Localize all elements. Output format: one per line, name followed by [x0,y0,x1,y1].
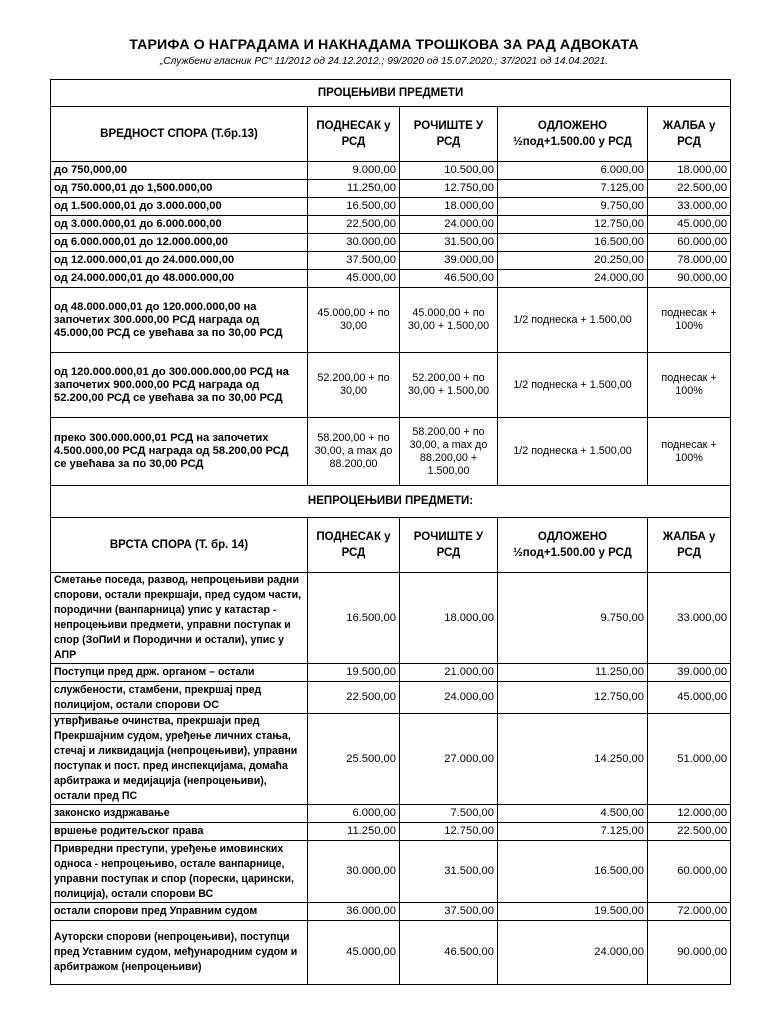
row-value: 52.200,00 + по 30,00 + 1.500,00 [400,353,498,418]
column-header: ВРЕДНОСТ СПОРА (Т.бр.13) [51,107,308,162]
row-label: Привредни преступи, уређење имовинских односа - непроцењиво, остале ванпарнице, управни поступак и спор (порески, царински, полиција), остали спорови ВС [51,841,308,903]
row-value: 45.000,00 + по 30,00 + 1.500,00 [400,288,498,353]
row-value: 60.000,00 [648,234,731,252]
column-header: ПОДНЕСАК у РСД [308,518,400,573]
table-row [51,921,731,985]
row-label: од 48.000.000,01 до 120.000.000,00 на започетих 300.000,00 РСД награда од 45.000,00 РСД се увећава за по 30,00 РСД [51,288,308,353]
row-value: 58.200,00 + по 30,00, а max до 88.200,00 + 1.500,00 [400,418,498,486]
row-value: поднесак + 100% [648,418,731,486]
row-value: 60.000,00 [648,841,731,903]
row-label: од 1.500.000,01 до 3.000.000,00 [51,198,308,216]
section-procenjivi [51,80,731,107]
row-value: 16.500,00 [308,573,400,664]
row-value: 22.500,00 [648,823,731,841]
table-row [51,353,731,418]
row-label: од 750.000,01 до 1,500.000,00 [51,180,308,198]
row-label: од 120.000.000,01 до 300.000.000,00 РСД на започетих 900.000,00 РСД награда од 52.200,00 РСД се увећава за по 30,00 РСД [51,353,308,418]
page-subtitle: „Службени гласник РС“ 11/2012 од 24.12.2012.; 99/2020 од 15.07.2020.; 37/2021 од 14.04.2021. [159,56,609,67]
row-value: 24.000,00 [400,682,498,714]
row-value: 6.000,00 [498,162,648,180]
row-label: остали спорови пред Управним судом [51,903,308,921]
row-value: 33.000,00 [648,198,731,216]
row-value: 9.000,00 [308,162,400,180]
row-label: од 24.000.000,01 до 48.000.000,00 [51,270,308,288]
table-row [51,714,731,805]
table-row [51,198,731,216]
row-value: 45.000,00 [648,682,731,714]
row-value: 11.250,00 [498,664,648,682]
row-value: 25.500,00 [308,714,400,805]
row-value: 4.500,00 [498,805,648,823]
row-label: Поступци пред држ. органом – остали [51,664,308,682]
row-value: 30.000,00 [308,841,400,903]
row-value: 46.500,00 [400,270,498,288]
row-value: 12.750,00 [498,216,648,234]
table-row [51,903,731,921]
row-value: 52.200,00 + по 30,00 [308,353,400,418]
row-value: 9.750,00 [498,573,648,664]
row-label: од 12.000.000,01 до 24.000.000,00 [51,252,308,270]
table-row [51,823,731,841]
row-value: 12.750,00 [400,823,498,841]
row-value: 22.500,00 [648,180,731,198]
row-value: 10.500,00 [400,162,498,180]
row-value: 6.000,00 [308,805,400,823]
row-value: 37.500,00 [308,252,400,270]
row-value: 45.000,00 + по 30,00 [308,288,400,353]
row-value: 9.750,00 [498,198,648,216]
row-value: 90.000,00 [648,270,731,288]
column-header: ВРСТА СПОРА (Т. бр. 14) [51,518,308,573]
row-value: 90.000,00 [648,921,731,985]
row-value: поднесак + 100% [648,353,731,418]
table-row [51,270,731,288]
row-value: 45.000,00 [308,921,400,985]
row-value: 24.000,00 [400,216,498,234]
column-header: ПОДНЕСАК у РСД [308,107,400,162]
row-value: 7.125,00 [498,180,648,198]
table-row [51,234,731,252]
column-header: ЖАЛБА у РСД [648,107,731,162]
page-title: ТАРИФА О НАГРАДАМА И НАКНАДАМА ТРОШКОВА ЗА РАД АДВОКАТА [129,37,639,53]
table-row [51,573,731,664]
row-value: 39.000,00 [400,252,498,270]
column-header: ОДЛОЖЕНО ½под+1.500.00 у РСД [498,518,648,573]
row-value: 16.500,00 [498,841,648,903]
row-value: 37.500,00 [400,903,498,921]
table-row [51,418,731,486]
row-value: 45.000,00 [308,270,400,288]
row-value: 51.000,00 [648,714,731,805]
row-value: 24.000,00 [498,270,648,288]
row-value: 7.500,00 [400,805,498,823]
row-value: 18.000,00 [400,573,498,664]
row-label: Ауторски спорови (непроцењиви), поступци пред Уставним судом, међународним судом и арбитражом (непроцењиви) [51,921,308,985]
table-row [51,664,731,682]
row-value: 12.000,00 [648,805,731,823]
row-label: утврђивање очинства, прекршаји пред Прекршајним судом, уређење личних стања, стечај и ликвидација (непроцењиви), управни поступак и пост. пред инспекцијама, домаћа арбитража и медијација (непроцењиви), остали пред ПС [51,714,308,805]
row-value: 46.500,00 [400,921,498,985]
row-value: 18.000,00 [648,162,731,180]
row-value: 21.000,00 [400,664,498,682]
row-value: 72.000,00 [648,903,731,921]
section-neprocenjivi [51,486,731,518]
row-value: 12.750,00 [498,682,648,714]
row-value: 12.750,00 [400,180,498,198]
row-value: 27.000,00 [400,714,498,805]
row-label: од 6.000.000,01 до 12.000.000,00 [51,234,308,252]
column-header: РОЧИШТЕ У РСД [400,518,498,573]
row-value: 24.000,00 [498,921,648,985]
row-value: 18.000,00 [400,198,498,216]
row-value: 20.250,00 [498,252,648,270]
row-value: 11.250,00 [308,823,400,841]
row-value: 78.000,00 [648,252,731,270]
tariff-table [50,79,731,985]
table-row [51,682,731,714]
column-header: ОДЛОЖЕНО ½под+1.500.00 у РСД [498,107,648,162]
section-title: НЕПРОЦЕЊИВИ ПРЕДМЕТИ: [51,486,731,518]
table-row [51,180,731,198]
row-value: 22.500,00 [308,216,400,234]
row-value: 14.250,00 [498,714,648,805]
header-row [51,518,731,573]
row-label: службености, стамбени, прекршај пред полицијом, остали спорови ОС [51,682,308,714]
row-label: од 3.000.000,01 до 6.000.000,00 [51,216,308,234]
header-row [51,107,731,162]
table-row [51,252,731,270]
row-value: 16.500,00 [308,198,400,216]
row-label: законско издржавање [51,805,308,823]
column-header: РОЧИШТЕ У РСД [400,107,498,162]
row-value: 31.500,00 [400,234,498,252]
row-value: 1/2 поднеска + 1.500,00 [498,288,648,353]
table-row [51,841,731,903]
row-label: вршење родитељског права [51,823,308,841]
table-row [51,288,731,353]
row-value: поднесак + 100% [648,288,731,353]
row-value: 58.200,00 + по 30,00, а max до 88.200,00 [308,418,400,486]
row-label: Сметање поседа, развод, непроцењиви радни спорови, остали прекршаји, пред судом части, породични (ванпарница) упис у катастар - непроцењиви предмети, управни поступак и спор (ЗоПиИ и Породични и остали), упис у АПР [51,573,308,664]
row-value: 11.250,00 [308,180,400,198]
row-value: 1/2 поднеска + 1.500,00 [498,353,648,418]
row-value: 22.500,00 [308,682,400,714]
table-row [51,216,731,234]
row-value: 16.500,00 [498,234,648,252]
table-row [51,162,731,180]
column-header: ЖАЛБА у РСД [648,518,731,573]
section-title: ПРОЦЕЊИВИ ПРЕДМЕТИ [51,80,731,107]
row-value: 31.500,00 [400,841,498,903]
row-label: преко 300.000.000,01 РСД на започетих 4.500.000,00 РСД награда од 58.200,00 РСД се увећава за по 30,00 РСД [51,418,308,486]
row-value: 45.000,00 [648,216,731,234]
row-value: 36.000,00 [308,903,400,921]
row-value: 30.000,00 [308,234,400,252]
table-row [51,805,731,823]
row-value: 7.125,00 [498,823,648,841]
row-value: 33.000,00 [648,573,731,664]
row-value: 19.500,00 [308,664,400,682]
row-label: до 750,000,00 [51,162,308,180]
row-value: 1/2 поднеска + 1.500,00 [498,418,648,486]
row-value: 19.500,00 [498,903,648,921]
row-value: 39.000,00 [648,664,731,682]
